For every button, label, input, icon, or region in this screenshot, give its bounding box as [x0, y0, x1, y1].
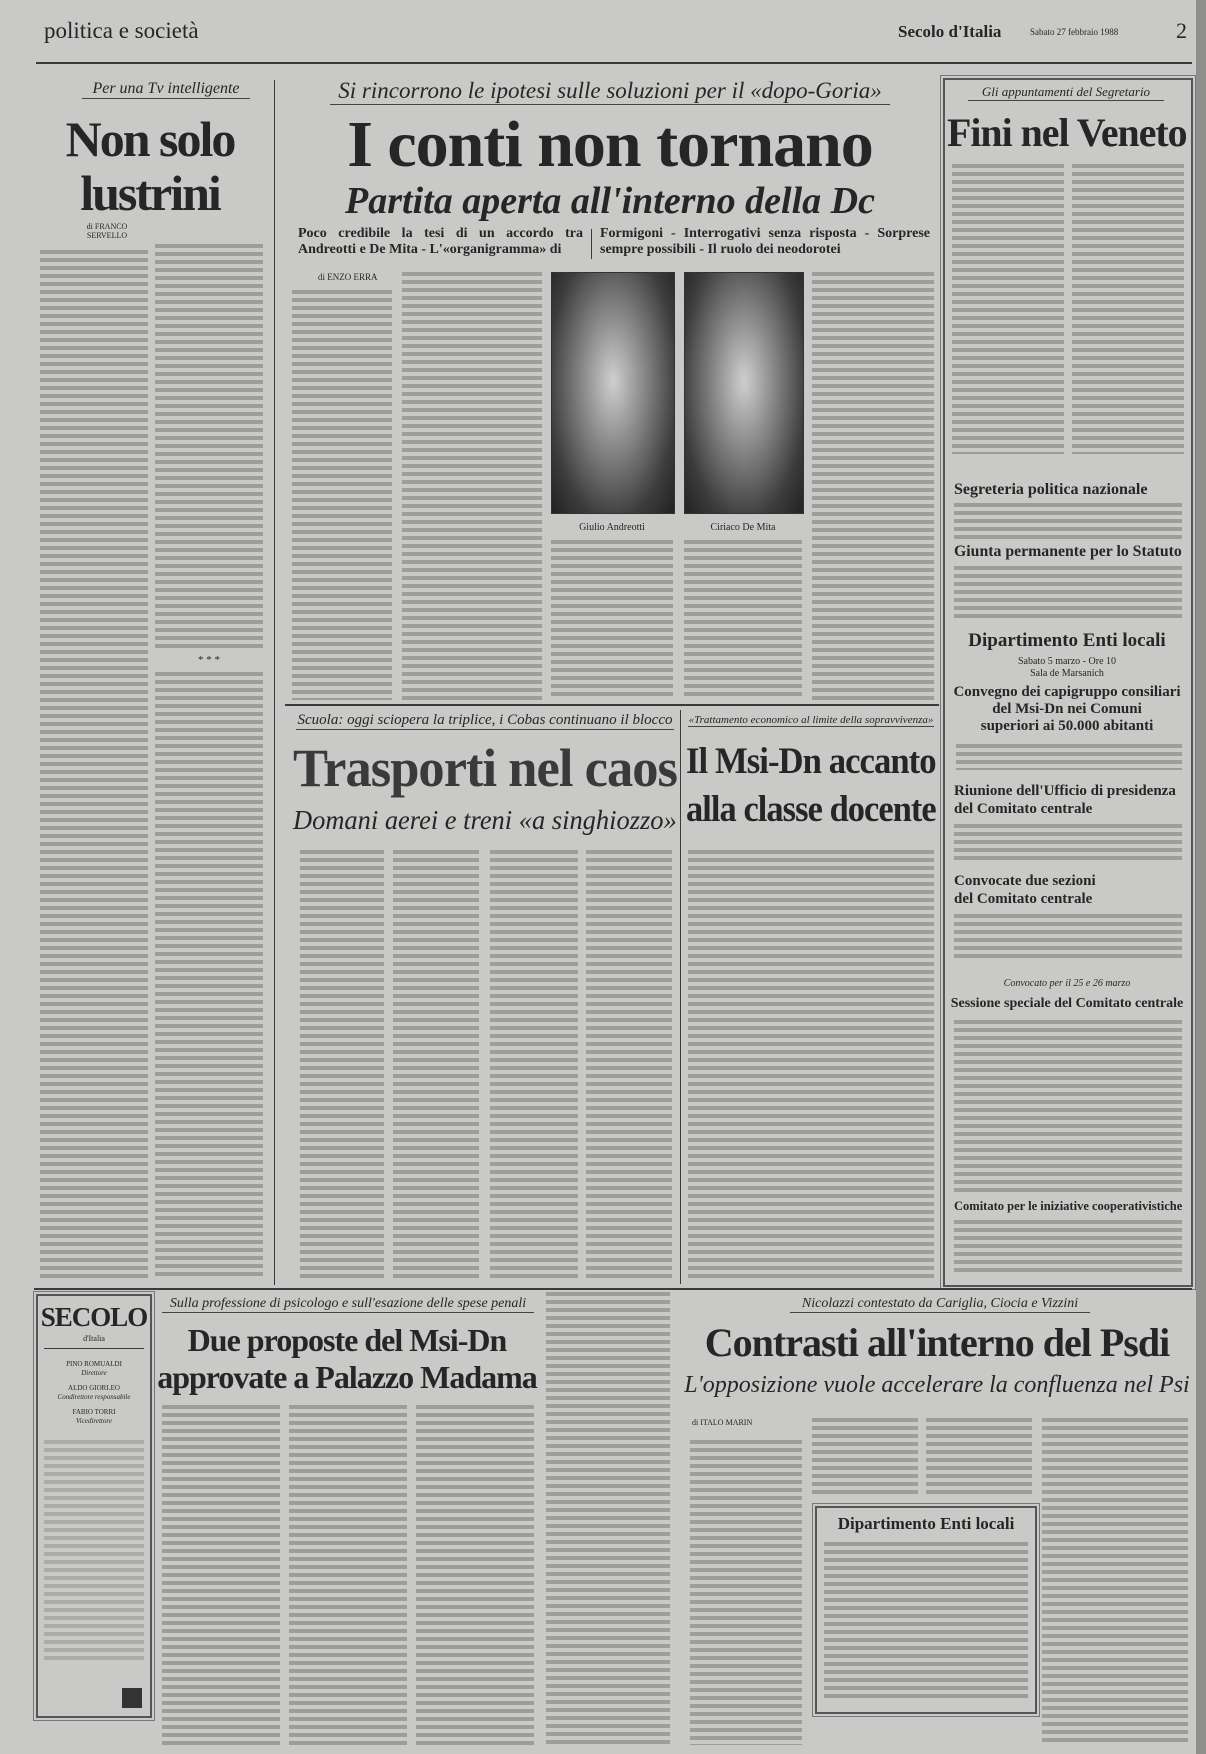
notice-title-line: Convocate due sezioni: [954, 873, 1096, 889]
psdi-subhead: L'opposizione vuole accelerare la confluenza nel Psi: [684, 1372, 1190, 1398]
lead-subhead: Partita aperta all'interno della Dc: [345, 180, 875, 222]
body-text: [956, 744, 1182, 770]
byline-line: SERVELLO: [86, 231, 128, 240]
body-text: [1042, 1418, 1188, 1745]
notice-title-line: del Comitato centrale: [954, 891, 1093, 907]
event-title-line: del Msi-Dn nei Comuni: [992, 701, 1142, 717]
body-text: [586, 850, 672, 1282]
school-kicker: «Trattamento economico al limite della sopravvivenza»: [688, 714, 934, 726]
deck-divider: [591, 229, 592, 259]
body-text: [952, 164, 1064, 454]
lead-byline: di ENZO ERRA: [318, 272, 378, 282]
event-where: Sala de Marsanich: [1030, 668, 1104, 679]
masthead-rule: [44, 1348, 144, 1349]
lead-headline: I conti non tornano: [347, 108, 873, 181]
paper-name: Secolo d'Italia: [898, 22, 1002, 41]
notice-title: Dipartimento Enti locali: [968, 630, 1166, 651]
transport-headline: Trasporti nel caos: [293, 738, 677, 798]
masthead-subtitle: d'Italia: [83, 1334, 105, 1343]
left-headline-line: Non solo: [65, 111, 235, 167]
masthead-fine-print: [44, 1440, 144, 1660]
staff-entry: [38, 1384, 150, 1402]
notice-title: Giunta permanente per lo Statuto: [954, 543, 1182, 560]
event-title: [950, 684, 1184, 735]
body-text: [688, 850, 934, 1280]
notice-title-line: del Comitato centrale: [954, 801, 1093, 817]
senate-headline-line: approvate a Palazzo Madama: [157, 1359, 537, 1395]
masthead-title: SECOLO: [40, 1302, 148, 1332]
body-text: [926, 1418, 1032, 1498]
school-headline-line: alla classe docente: [686, 789, 936, 830]
body-text: [155, 672, 263, 1280]
photo-andreotti: [551, 272, 675, 514]
left-headline: [36, 112, 264, 220]
body-text: [393, 850, 479, 1282]
staff-role: Vicedirettore: [76, 1417, 112, 1425]
photo-caption: Ciriaco De Mita: [710, 522, 776, 533]
notice-title-line: Riunione dell'Ufficio di presidenza: [954, 783, 1176, 799]
notice-title: [954, 872, 1182, 908]
staff-role: Condirettore responsabile: [57, 1393, 131, 1401]
event-when: Sabato 5 marzo - Ore 10: [1017, 656, 1117, 667]
body-text: [812, 272, 934, 700]
section-separator: * * *: [198, 654, 220, 666]
lead-deck-left: Poco credibile la tesi di un accordo tra Andreotti e De Mita - L'«organigramma» di: [298, 226, 583, 257]
byline-line: di FRANCO: [86, 222, 128, 231]
transport-subhead: Domani aerei e treni «a singhiozzo»: [293, 805, 677, 835]
psdi-byline: di ITALO MARIN: [692, 1418, 753, 1427]
left-byline: [62, 222, 152, 240]
photo-caption: Giulio Andreotti: [579, 522, 645, 533]
event-details: [950, 656, 1184, 680]
box-title: Dipartimento Enti locali: [837, 1514, 1015, 1533]
body-text: [954, 824, 1182, 860]
body-text: [402, 272, 542, 700]
notice-kicker: Convocato per il 25 e 26 marzo: [1003, 978, 1131, 989]
body-text: [954, 566, 1182, 618]
body-text: [490, 850, 578, 1282]
photo-de-mita: [684, 272, 804, 514]
body-text: [289, 1405, 407, 1745]
body-text: [155, 244, 263, 650]
notice-title: [954, 782, 1182, 818]
staff-name: ALDO GIORLEO: [68, 1384, 120, 1392]
event-title-line: superiori ai 50.000 abitanti: [980, 718, 1154, 734]
body-text: [812, 1418, 918, 1498]
notice-title: Sessione speciale del Comitato centrale: [950, 996, 1184, 1011]
lead-deck-right: Formigoni - Interrogativi senza risposta - Sorprese sempre possibili - Il ruolo dei neodorotei: [600, 226, 930, 257]
masthead-staff: [38, 1360, 150, 1426]
body-text: [954, 914, 1182, 962]
transport-kicker: Scuola: oggi sciopera la triplice, i Cobas continuano il blocco: [297, 712, 673, 728]
left-kicker: Per una Tv intelligente: [82, 80, 250, 99]
body-text: [954, 1020, 1182, 1192]
section-title: politica e società: [44, 18, 199, 43]
left-headline-line: lustrini: [80, 165, 220, 221]
column-divider: [274, 80, 275, 1285]
body-text: [292, 290, 392, 700]
body-text: [40, 250, 148, 1280]
body-text: [546, 1292, 670, 1745]
notice-title: Segreteria politica nazionale: [954, 481, 1148, 498]
body-text: [954, 1220, 1182, 1274]
staff-name: PINO ROMUALDI: [66, 1360, 122, 1368]
notice-title: Comitato per le iniziative cooperativistiche: [954, 1198, 1183, 1213]
body-text: [824, 1542, 1028, 1702]
senate-kicker: Sulla professione di psicologo e sull'esazione delle spese penali: [162, 1296, 534, 1313]
page-edge-shadow: [1196, 0, 1206, 1754]
senate-headline: [157, 1322, 537, 1396]
school-headline-line: Il Msi-Dn accanto: [686, 741, 936, 782]
sidebar-kicker: Gli appuntamenti del Segretario: [968, 84, 1164, 101]
psdi-headline: Contrasti all'interno del Psdi: [704, 1320, 1170, 1365]
event-title-line: Convegno dei capigruppo consiliari: [953, 684, 1181, 700]
staff-role: Direttore: [81, 1369, 107, 1377]
lead-kicker: Si rincorrono le ipotesi sulle soluzioni per il «dopo-Goria»: [330, 78, 890, 105]
section-rule: [285, 704, 939, 706]
staff-entry: [38, 1360, 150, 1378]
page-number: 2: [1176, 18, 1187, 43]
staff-name: FABIO TORRI: [72, 1408, 116, 1416]
psdi-kicker: Nicolazzi contestato da Cariglia, Ciocia e Vizzini: [790, 1296, 1090, 1313]
body-text: [162, 1405, 280, 1745]
sidebar-headline: Fini nel Veneto: [947, 110, 1187, 155]
section-rule: [34, 1288, 1192, 1290]
printer-logo: [122, 1688, 142, 1708]
senate-headline-line: Due proposte del Msi-Dn: [187, 1322, 507, 1358]
header-rule: [36, 62, 1192, 64]
body-text: [1072, 164, 1184, 454]
body-text: [551, 540, 673, 700]
body-text: [300, 850, 384, 1282]
column-divider: [680, 710, 681, 1284]
body-text: [416, 1405, 534, 1745]
school-headline: [686, 738, 936, 834]
body-text: [954, 503, 1182, 539]
body-text: [684, 540, 802, 700]
body-text: [690, 1440, 802, 1745]
issue-date: Sabato 27 febbraio 1988: [1030, 27, 1119, 37]
staff-entry: [38, 1408, 150, 1426]
